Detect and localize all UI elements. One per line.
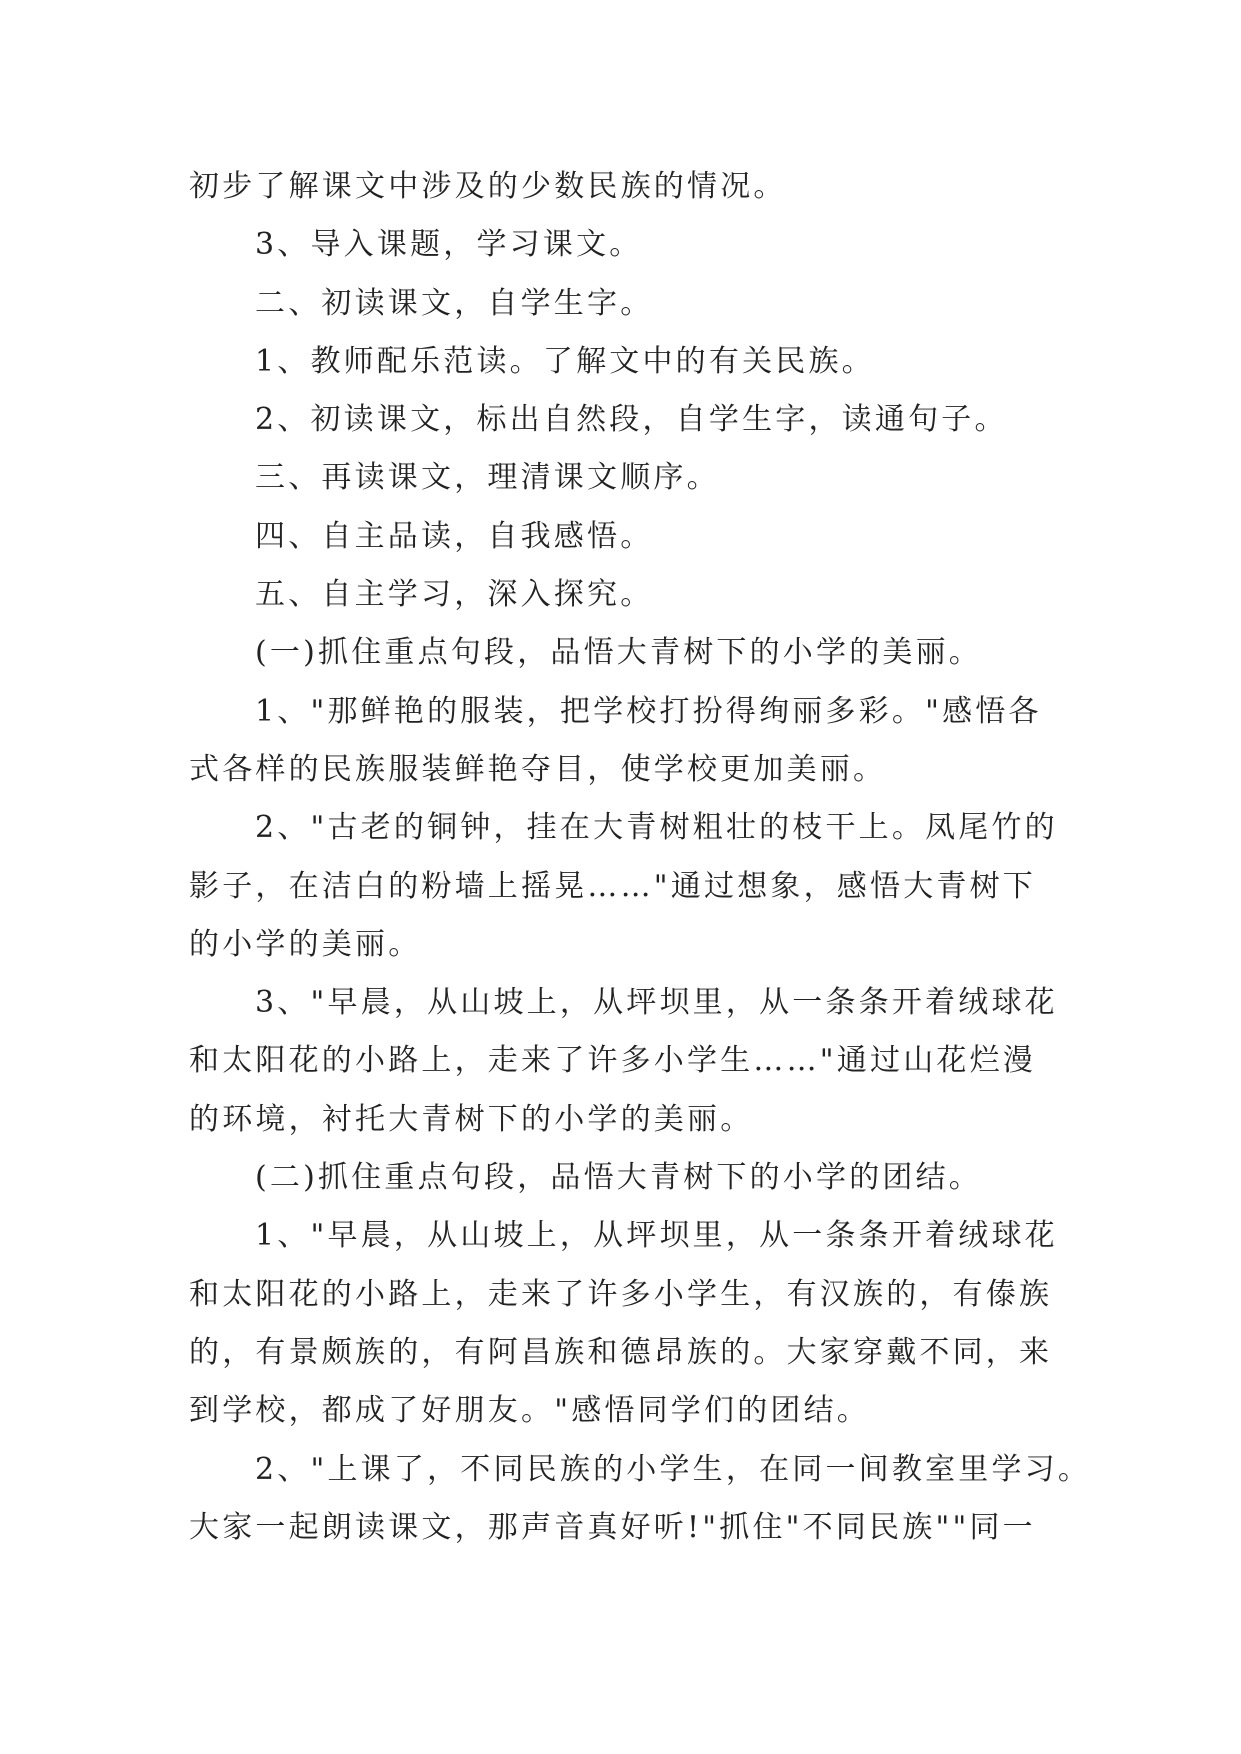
text-line: 二、初读课文，自学生字。 [255, 285, 654, 321]
document-body [189, 158, 1092, 1557]
text-line: 式各样的民族服装鲜艳夺目，使学校更加美丽。 [189, 751, 887, 787]
text-line: 影子，在洁白的粉墙上摇晃……"通过想象，感悟大青树下 [189, 868, 1036, 904]
text-line: 1、教师配乐范读。了解文中的有关民族。 [255, 343, 875, 379]
text-line: 和太阳花的小路上，走来了许多小学生……"通过山花烂漫 [189, 1043, 1036, 1079]
text-line: 到学校，都成了好朋友。"感悟同学们的团结。 [189, 1393, 870, 1429]
text-line: 1、"早晨，从山坡上，从坪坝里，从一条条开着绒球花 [255, 1218, 1058, 1254]
text-line: 初步了解课文中涉及的少数民族的情况。 [189, 169, 787, 204]
text-line: 1、"那鲜艳的服装，把学校打扮得绚丽多彩。"感悟各 [255, 693, 1042, 729]
text-line: 三、再读课文，理清课文顺序。 [255, 460, 720, 496]
text-line: 大家一起朗读课文，那声音真好听!"抓住"不同民族""同一 [189, 1509, 1036, 1545]
text-line: 和太阳花的小路上，走来了许多小学生，有汉族的，有傣族 [189, 1276, 1053, 1312]
text-line: 3、"早晨，从山坡上，从坪坝里，从一条条开着绒球花 [255, 985, 1058, 1021]
text-line: (二)抓住重点句段，品悟大青树下的小学的团结。 [255, 1160, 983, 1196]
text-line: 2、"古老的铜钟，挂在大青树粗壮的枝干上。凤尾竹的 [255, 810, 1058, 846]
text-line: 四、自主品读，自我感悟。 [255, 518, 654, 554]
text-line: 的小学的美丽。 [189, 926, 422, 962]
text-line: 五、自主学习，深入探究。 [255, 577, 654, 613]
text-line: 的环境，衬托大青树下的小学的美丽。 [189, 1101, 754, 1137]
text-line: 3、导入课题，学习课文。 [255, 227, 643, 263]
text-line: 的，有景颇族的，有阿昌族和德昂族的。大家穿戴不同，来 [189, 1334, 1053, 1370]
text-line: (一)抓住重点句段，品悟大青树下的小学的美丽。 [255, 635, 983, 671]
text-line: 2、初读课文，标出自然段，自学生字，读通句子。 [255, 402, 1008, 438]
text-line: 2、"上课了，不同民族的小学生，在同一间教室里学习。 [255, 1451, 1092, 1487]
